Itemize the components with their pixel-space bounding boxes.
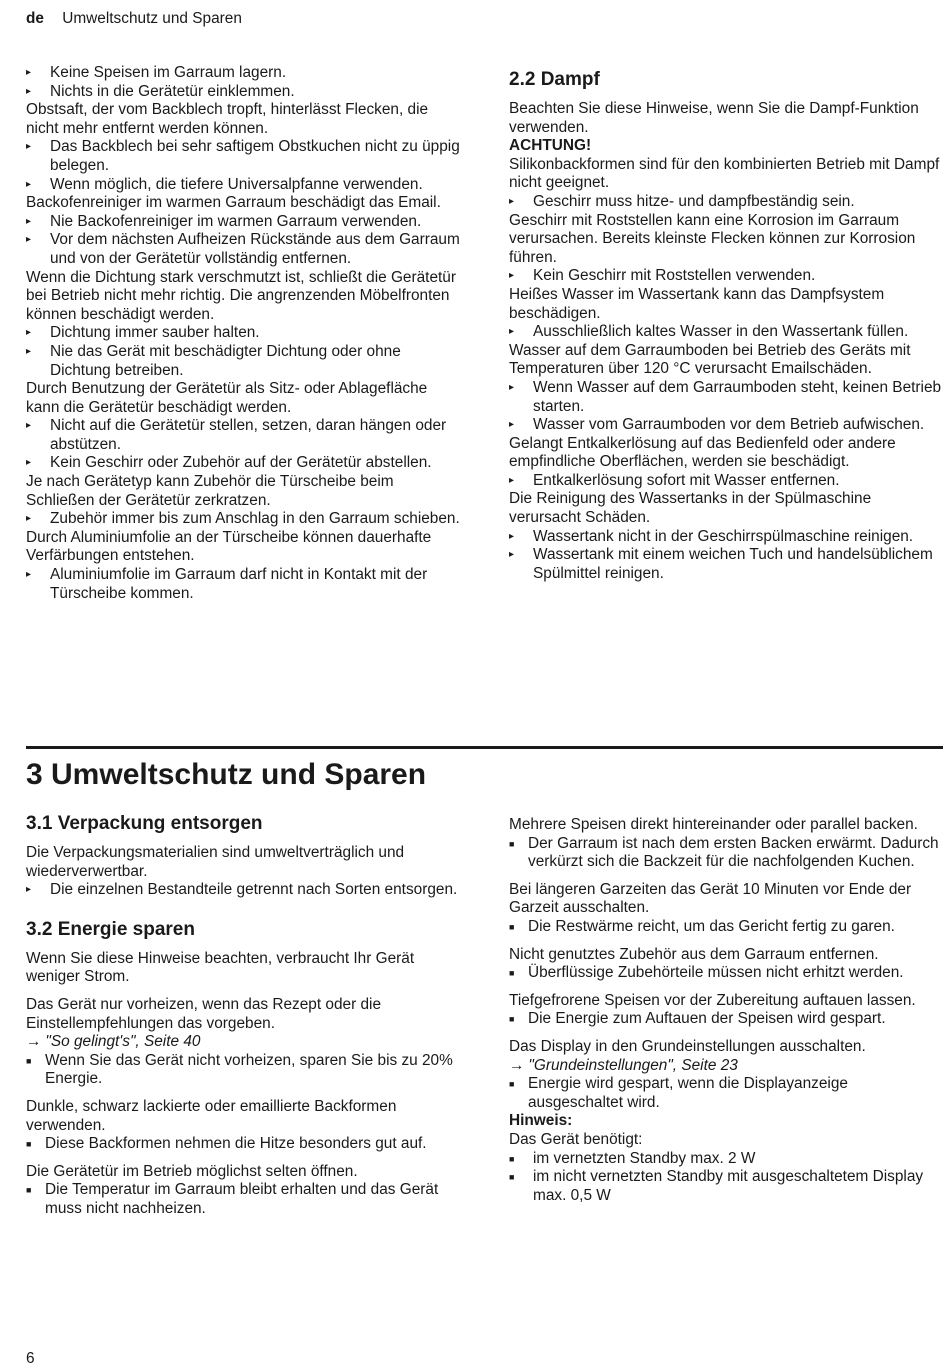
cross-reference[interactable]: [26, 1033, 462, 1052]
list-item: [26, 417, 462, 454]
paragraph: Das Gerät nur vorheizen, wenn das Rezept oder die Einstellempfehlungen das vorgeben.: [26, 995, 382, 1032]
list-item-text: Wassertank nicht in der Geschirrspülmaschine reinigen.: [533, 527, 914, 545]
list-item: [26, 454, 462, 473]
bullet-square-icon: ■: [509, 1153, 515, 1164]
paragraph: Wenn die Dichtung stark verschmutzt ist, schließt die Gerätetür bei Betrieb nicht mehr richtig. Die angrenzenden Möbelfronten können beschädigt werden.: [26, 268, 456, 323]
bullet-triangle-icon: ▸: [26, 85, 32, 97]
list-item: [26, 138, 462, 175]
bullet-triangle-icon: ▸: [509, 549, 515, 561]
list-item: [509, 416, 945, 435]
list-item: [509, 918, 945, 937]
list-item: [26, 510, 462, 529]
paragraph: Mehrere Speisen direkt hintereinander oder parallel backen.: [509, 816, 918, 833]
list-item: [509, 1075, 945, 1112]
bullet-triangle-icon: ▸: [509, 381, 515, 393]
paragraph: Backofenreiniger im warmen Garraum beschädigt das Email.: [26, 194, 441, 212]
arrow-right-icon: →: [26, 1033, 42, 1051]
list-item: [26, 566, 462, 603]
cross-reference-text: "So gelingt's", Seite 40: [45, 1033, 201, 1051]
bullet-triangle-icon: ▸: [26, 457, 32, 469]
bullet-triangle-icon: ▸: [26, 215, 32, 227]
bullet-square-icon: ■: [509, 921, 515, 932]
bullet-triangle-icon: ▸: [26, 178, 32, 190]
list-item-text: Aluminiumfolie im Garraum darf nicht in Kontakt mit der Türscheibe kommen.: [50, 566, 428, 602]
bullet-square-icon: ■: [509, 968, 515, 979]
list-item: [509, 193, 945, 212]
list-item: [26, 1052, 462, 1089]
list-item-text: Überflüssige Zubehörteile müssen nicht erhitzt werden.: [528, 964, 904, 982]
list-item: [26, 881, 462, 900]
list-item: [509, 964, 945, 983]
spacer: [26, 1089, 462, 1098]
list-item: [509, 528, 945, 547]
bullet-square-icon: ■: [509, 1014, 515, 1025]
paragraph: Wasser auf dem Garraumboden bei Betrieb des Geräts mit Temperaturen über 120 °C verursacht Emailschäden.: [509, 341, 911, 378]
subsection-heading: 3.2 Energie sparen: [26, 918, 195, 940]
bullet-square-icon: ■: [509, 1079, 515, 1090]
bullet-triangle-icon: ▸: [509, 419, 515, 431]
list-item-text: Die Temperatur im Garraum bleibt erhalten und das Gerät muss nicht nachheizen.: [45, 1181, 439, 1217]
column-bottom-left: [26, 812, 462, 1219]
column-bottom-right: [509, 816, 945, 1205]
spacer: [26, 1154, 462, 1163]
paragraph: Gelangt Entkalkerlösung auf das Bedienfeld oder andere empfindliche Oberflächen, werden sie beschädigt.: [509, 434, 896, 471]
list-item-text: Nie das Gerät mit beschädigter Dichtung oder ohne Dichtung betreiben.: [50, 342, 401, 379]
list-item-text: Das Backblech bei sehr saftigem Obstkuchen nicht zu üppig belegen.: [50, 138, 460, 174]
bullet-triangle-icon: ▸: [26, 327, 32, 339]
paragraph: Beachten Sie diese Hinweise, wenn Sie die Dampf-Funktion verwenden.: [509, 100, 919, 136]
column-top-right: [509, 68, 945, 583]
list-item: [26, 213, 462, 232]
list-item: [509, 379, 945, 416]
bullet-triangle-icon: ▸: [509, 530, 515, 542]
spacer: [26, 900, 462, 918]
bullet-square-icon: ■: [26, 1185, 32, 1196]
paragraph: Bei längeren Garzeiten das Gerät 10 Minuten vor Ende der Garzeit ausschalten.: [509, 880, 912, 917]
list-item-text: im nicht vernetzten Standby mit ausgeschaltetem Display max. 0,5 W: [533, 1168, 924, 1204]
bullet-triangle-icon: ▸: [509, 326, 515, 338]
language-code: de: [26, 10, 44, 27]
list-item-text: Die Energie zum Auftauen der Speisen wird gespart.: [528, 1010, 886, 1028]
paragraph: Je nach Gerätetyp kann Zubehör die Türscheibe beim Schließen der Gerätetür zerkratzen.: [26, 473, 394, 509]
paragraph: Nicht genutztes Zubehör aus dem Garraum entfernen.: [509, 945, 879, 963]
paragraph: Silikonbackformen sind für den kombinierten Betrieb mit Dampf nicht geeignet.: [509, 155, 940, 192]
bullet-triangle-icon: ▸: [26, 141, 32, 153]
list-item: [509, 546, 945, 583]
list-item: [509, 835, 945, 872]
paragraph: Tiefgefrorene Speisen vor der Zubereitung auftauen lassen.: [509, 991, 916, 1009]
paragraph: Die Verpackungsmaterialien sind umweltverträglich und wiederverwertbar.: [26, 844, 405, 880]
bullet-square-icon: ■: [26, 1139, 32, 1150]
page-header: [26, 10, 242, 29]
paragraph: Geschirr mit Roststellen kann eine Korrosion im Garraum verursachen. Bereits kleinste Flecken können zur Korrosion führen.: [509, 211, 916, 266]
bullet-triangle-icon: ▸: [26, 569, 32, 581]
list-item-text: Wasser vom Garraumboden vor dem Betrieb aufwischen.: [533, 416, 925, 434]
bullet-square-icon: ■: [509, 1172, 515, 1183]
paragraph: Das Gerät benötigt:: [509, 1130, 643, 1148]
notice-label: ACHTUNG!: [509, 137, 592, 155]
list-item: [26, 176, 462, 195]
bullet-triangle-icon: ▸: [26, 513, 32, 525]
cross-reference-text: "Grundeinstellungen", Seite 23: [528, 1056, 738, 1074]
list-item-text: Wenn Sie das Gerät nicht vorheizen, sparen Sie bis zu 20% Energie.: [45, 1051, 453, 1088]
list-item-text: Wenn möglich, die tiefere Universalpfanne verwenden.: [50, 175, 423, 193]
paragraph: Obstsaft, der vom Backblech tropft, hinterlässt Flecken, die nicht mehr entfernt werden können.: [26, 101, 429, 137]
column-top-left: [26, 64, 462, 603]
list-item-text: Nichts in die Gerätetür einklemmen.: [50, 82, 295, 100]
paragraph: Das Display in den Grundeinstellungen ausschalten.: [509, 1037, 866, 1055]
page-number: 6: [26, 1350, 35, 1367]
list-item-text: Vor dem nächsten Aufheizen Rückstände aus dem Garraum und von der Gerätetür vollständig entfernen.: [50, 231, 460, 267]
paragraph: Dunkle, schwarz lackierte oder emaillierte Backformen verwenden.: [26, 1097, 397, 1134]
list-item-text: Der Garraum ist nach dem ersten Backen erwärmt. Dadurch verkürzt sich die Backzeit für die nachfolgenden Kuchen.: [528, 834, 939, 871]
list-item-text: Zubehör immer bis zum Anschlag in den Garraum schieben.: [50, 510, 460, 528]
list-item-text: Ausschließlich kaltes Wasser in den Wassertank füllen.: [533, 323, 909, 341]
bullet-square-icon: ■: [509, 838, 515, 849]
bullet-triangle-icon: ▸: [26, 420, 32, 432]
list-item-text: im vernetzten Standby max. 2 W: [533, 1149, 756, 1167]
arrow-right-icon: →: [509, 1056, 525, 1074]
header-title: Umweltschutz und Sparen: [62, 10, 242, 27]
list-item: [26, 83, 462, 102]
bullet-triangle-icon: ▸: [26, 234, 32, 246]
list-item: [26, 324, 462, 343]
notice-label: Hinweis:: [509, 1112, 573, 1130]
list-item-text: Diese Backformen nehmen die Hitze besonders gut auf.: [45, 1135, 427, 1153]
list-item-text: Nicht auf die Gerätetür stellen, setzen, daran hängen oder abstützen.: [50, 417, 447, 453]
list-item-text: Die Restwärme reicht, um das Gericht fertig zu garen.: [528, 917, 895, 935]
list-item-text: Wenn Wasser auf dem Garraumboden steht, keinen Betrieb starten.: [533, 378, 942, 415]
bullet-triangle-icon: ▸: [26, 884, 32, 896]
spacer: [26, 987, 462, 996]
list-item: [509, 323, 945, 342]
bullet-triangle-icon: ▸: [26, 345, 32, 357]
spacer: [509, 1029, 945, 1038]
list-item-text: Entkalkerlösung sofort mit Wasser entfernen.: [533, 471, 840, 489]
subsection-heading: 3.1 Verpackung entsorgen: [26, 813, 263, 834]
paragraph: Wenn Sie diese Hinweise beachten, verbraucht Ihr Gerät weniger Strom.: [26, 949, 415, 986]
list-item-text: Energie wird gespart, wenn die Displayanzeige ausgeschaltet wird.: [528, 1075, 848, 1111]
cross-reference[interactable]: [509, 1057, 945, 1076]
list-item-text: Kein Geschirr mit Roststellen verwenden.: [533, 267, 816, 285]
paragraph: Die Gerätetür im Betrieb möglichst selten öffnen.: [26, 1162, 358, 1180]
paragraph: Die Reinigung des Wassertanks in der Spülmaschine verursacht Schäden.: [509, 490, 872, 527]
list-item: [509, 1150, 945, 1169]
list-item: [26, 1181, 462, 1218]
list-item-text: Die einzelnen Bestandteile getrennt nach Sorten entsorgen.: [50, 881, 458, 899]
bullet-triangle-icon: ▸: [26, 67, 32, 78]
bullet-triangle-icon: ▸: [509, 195, 515, 207]
bullet-triangle-icon: ▸: [509, 270, 515, 282]
subsection-heading: 2.2 Dampf: [509, 69, 600, 90]
paragraph: Durch Aluminiumfolie an der Türscheibe können dauerhafte Verfärbungen entstehen.: [26, 528, 432, 565]
list-item: [26, 1135, 462, 1154]
bullet-triangle-icon: ▸: [509, 474, 515, 486]
list-item: [26, 64, 462, 83]
list-item: [509, 1010, 945, 1029]
list-item-text: Dichtung immer sauber halten.: [50, 324, 260, 342]
list-item-text: Keine Speisen im Garraum lagern.: [50, 64, 287, 81]
list-item-text: Kein Geschirr oder Zubehör auf der Gerätetür abstellen.: [50, 454, 432, 472]
list-item-text: Nie Backofenreiniger im warmen Garraum verwenden.: [50, 212, 422, 230]
list-item: [509, 472, 945, 491]
spacer: [509, 937, 945, 946]
list-item: [509, 267, 945, 286]
list-item: [26, 231, 462, 268]
spacer: [509, 872, 945, 881]
section-title: 3 Umweltschutz und Sparen: [26, 758, 427, 791]
list-item: [26, 343, 462, 380]
list-item: [509, 1168, 945, 1205]
section-divider: [26, 746, 943, 749]
paragraph: Durch Benutzung der Gerätetür als Sitz- oder Ablagefläche kann die Gerätetür beschädigt werden.: [26, 380, 428, 416]
spacer: [509, 983, 945, 992]
list-item-text: Geschirr muss hitze- und dampfbeständig sein.: [533, 192, 855, 210]
list-item-text: Wassertank mit einem weichen Tuch und handelsüblichem Spülmittel reinigen.: [533, 546, 933, 582]
paragraph: Heißes Wasser im Wassertank kann das Dampfsystem beschädigen.: [509, 285, 885, 322]
bullet-square-icon: ■: [26, 1055, 32, 1066]
